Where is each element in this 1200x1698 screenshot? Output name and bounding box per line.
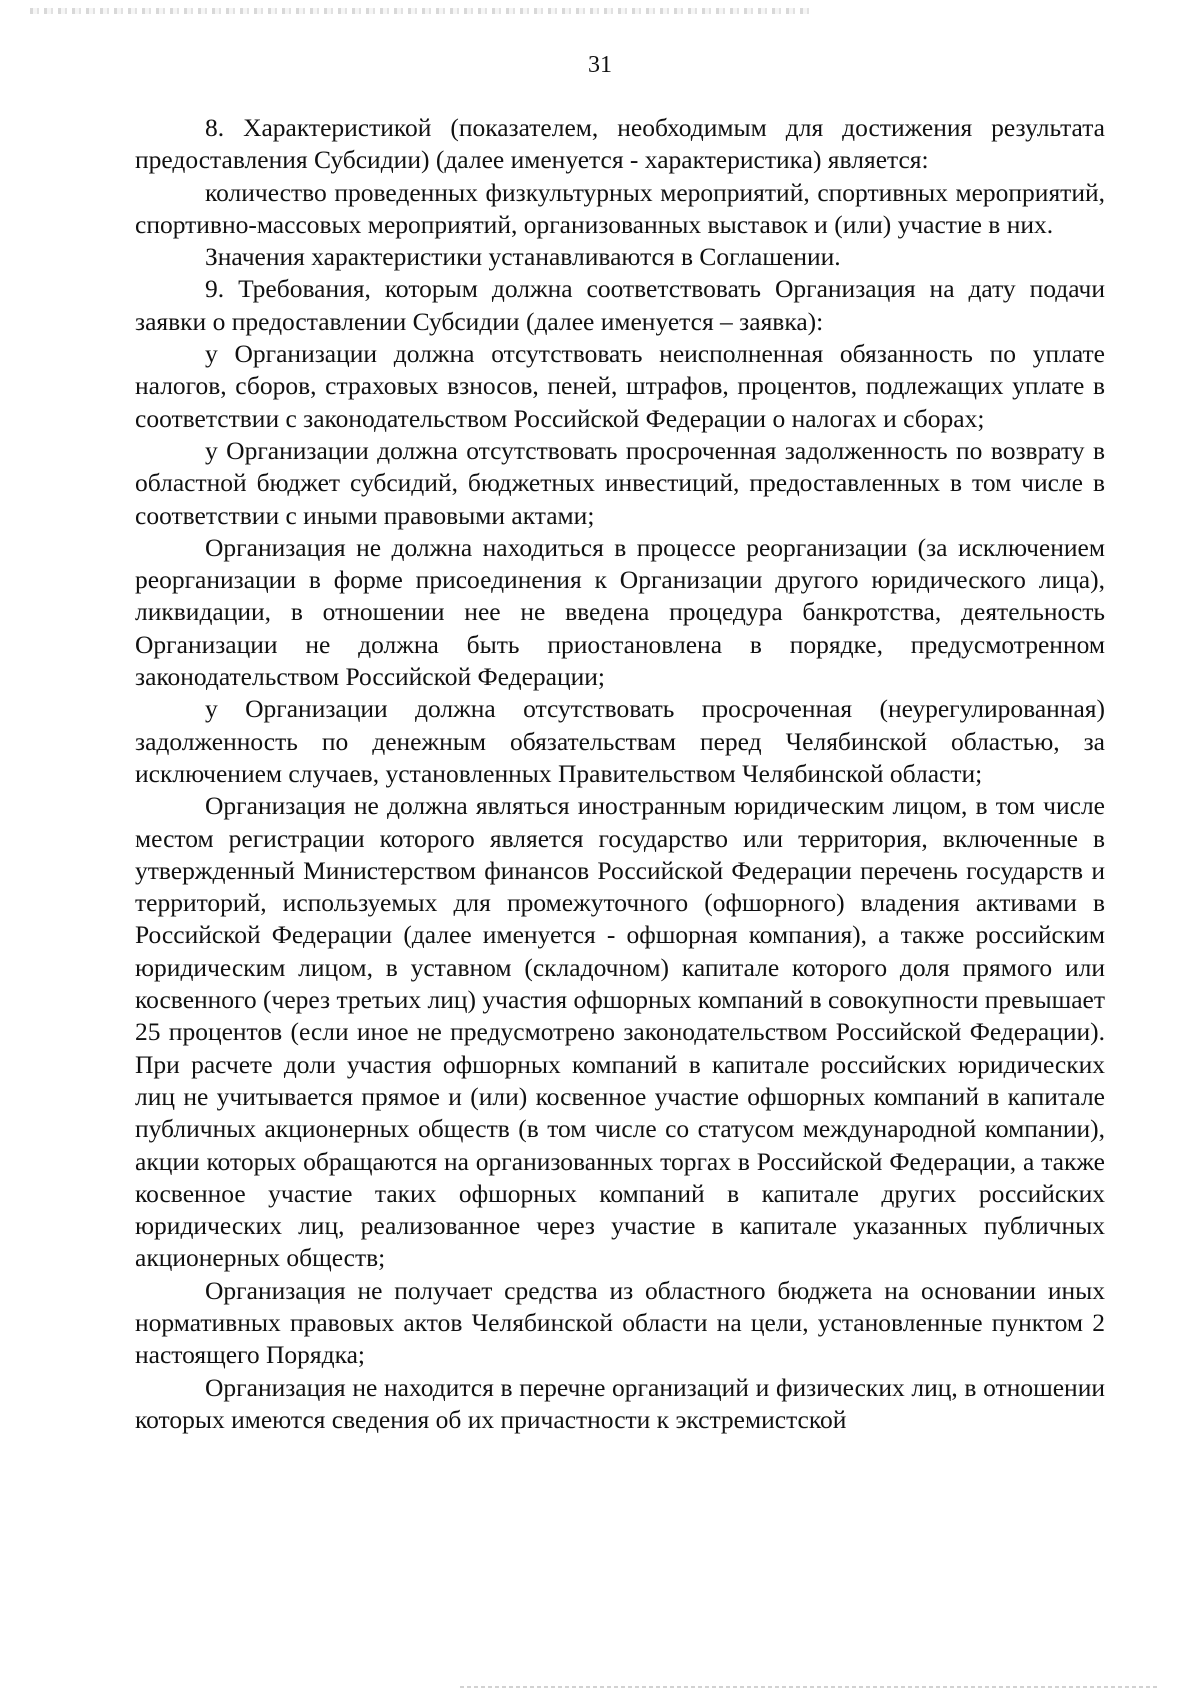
paragraph-requirement-reorganization: Организация не должна находиться в процессе реорганизации (за исключением реорганизации в форме присоединения к Организации другого юридического лица), ликвидации, в отношении нее не введена процедура банкротства, деятельность Организации не должна быть приостановлена в порядке, предусмотренном законодательством Российской Федерации; [135,532,1105,692]
paragraph-requirement-monetary-obligations: у Организации должна отсутствовать просроченная (неурегулированная) задолженность по денежным обязательствам перед Челябинской областью, за исключением случаев, установленных Правительством Челябинской области; [135,694,1105,788]
paragraph-characteristic-definition: количество проведенных физкультурных мероприятий, спортивных мероприятий, спортивно-массовых мероприятий, организованных выставок и (или) участие в них. [135,177,1105,239]
page-number: 31 [588,52,612,78]
paragraph-requirement-taxes: у Организации должна отсутствовать неисполненная обязанность по уплате налогов, сборов, страховых взносов, пеней, штрафов, процентов, подлежащих уплате в соответствии с законодательством Российской Федерации о налогах и сборах; [135,339,1105,433]
scan-artifact-bottom [460,1686,1160,1688]
paragraph-requirement-extremism-list: Организация не находится в перечне организаций и физических лиц, в отношении которых имеются сведения об их причастности к экстремистской [135,1372,1105,1434]
document-body [135,112,1105,1436]
paragraph-requirement-budget-debt: у Организации должна отсутствовать просроченная задолженность по возврату в областной бюджет субсидий, бюджетных инвестиций, предоставленных в том числе в соответствии с иными правовыми актами; [135,435,1105,530]
paragraph-characteristic-values: Значения характеристики устанавливаются в Соглашении. [205,242,841,272]
paragraph-8-characteristic: 8. Характеристикой (показателем, необходимым для достижения результата предоставления Субсидии) (далее именуется - характеристика) является: [135,113,1105,175]
paragraph-requirement-offshore: Организация не должна являться иностранным юридическим лицом, в том числе местом регистрации которого является государство или территория, включенные в утвержденный Министерством финансов Российской Федерации перечень государств и территорий, используемых для промежуточного (офшорного) владения активами в Российской Федерации (далее именуется - офшорная компания), а также российским юридическим лицом, в уставном (складочном) капитале которого доля прямого или косвенного (через третьих лиц) участия офшорных компаний в совокупности превышает 25 процентов (если иное не предусмотрено законодательством Российской Федерации). При расчете доли участия офшорных компаний в капитале российских юридических лиц не учитывается прямое и (или) косвенное участие офшорных компаний в капитале публичных акционерных обществ (в том числе со статусом международной компании), акции которых обращаются на организованных торгах в Российской Федерации, а также косвенное участие таких офшорных компаний в капитале других российских юридических лиц, реализованное через участие в капитале указанных публичных акционерных обществ; [135,791,1105,1273]
paragraph-9-requirements: 9. Требования, которым должна соответствовать Организация на дату подачи заявки о предоставлении Субсидии (далее именуется – заявка): [135,274,1105,336]
scan-artifact-top [30,8,810,14]
paragraph-requirement-other-funding: Организация не получает средства из областного бюджета на основании иных нормативных правовых актов Челябинской области на цели, установленные пунктом 2 настоящего Порядка; [135,1275,1105,1370]
